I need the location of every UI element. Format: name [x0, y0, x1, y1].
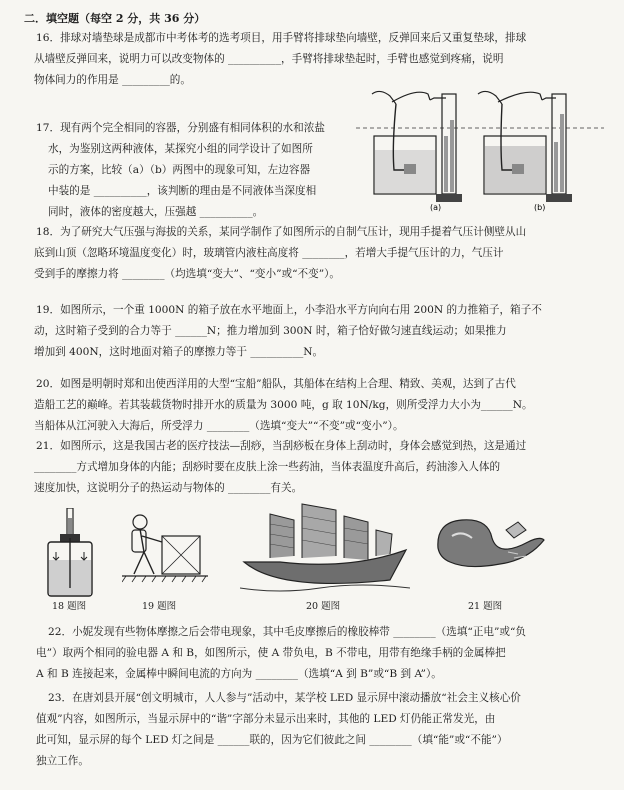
question-22 [36, 622, 527, 685]
probe-setup-a [372, 91, 462, 212]
question-20-line: 20．如图是明朝时郑和出使西洋用的大型“宝船”船队，其船体在结构上合理、精致、美观，达到了古代 [36, 378, 516, 390]
question-16 [36, 28, 526, 91]
question-19-line: 增加到 400N，这时地面对箱子的摩擦力等于 __________N。 [34, 346, 324, 358]
question-19-line: 19．如图所示，一个重 1000N 的箱子放在水平地面上，小李沿水平方向向右用 200N 的力推箱子，箱子不 [36, 304, 542, 316]
question-18-line: 底到山顶（忽略环境温度变化）时，玻璃管内液柱高度将 ________，若增大手提气压计的力，气压计 [34, 247, 504, 259]
question-18-line: 18．为了研究大气压强与海拔的关系，某同学制作了如图所示的自制气压计，现用手提着气压计侧壁从山 [36, 226, 527, 238]
caption-20: 20 题图 [306, 601, 341, 612]
question-17-line: 中装的是 __________，该判断的理由是不同液体当深度相 [48, 185, 317, 197]
gua-sha-figure [428, 508, 548, 588]
question-16-line: 物体间力的作用是 _________的。 [34, 74, 191, 86]
question-17-line: 水，为鉴别这两种液体，某探究小组的同学设计了如图所 [48, 143, 313, 155]
pressure-probe-figure [356, 86, 604, 212]
question-19-line: 动，这时箱子受到的合力等于 ______N；推力增加到 300N 时，箱子恰好做匀速直线运动；如果推力 [34, 325, 507, 337]
question-17 [36, 118, 325, 223]
question-16-line: 16．排球对墙垫球是成都市中考体考的选考项目，用手臂将排球垫向墙壁，反弹回来后又重复垫球，排球 [36, 32, 527, 44]
question-21 [36, 436, 526, 499]
question-21-line: 21．如图所示，这是我国古老的医疗技法—刮痧，当刮痧板在身体上刮动时，身体会感觉到热，这是通过 [36, 440, 527, 452]
caption-18: 18 题图 [52, 601, 87, 612]
question-16-line: 从墙壁反弹回来，说明力可以改变物体的 __________，手臂将排球垫起时，手臂也感觉到疼痛，说明 [34, 53, 504, 65]
question-21-line: 速度加快，这说明分子的热运动与物体的 ________有关。 [34, 482, 303, 494]
section-title: 二．填空题（每空 2 分，共 36 分） [24, 12, 206, 25]
question-23-line: 独立工作。 [36, 755, 89, 767]
question-21-line: ________方式增加身体的内能；刮痧时要在皮肤上涂一些药油，当体表温度升高后，药油渗入人体的 [34, 461, 501, 473]
question-19 [36, 300, 542, 363]
question-23-line: 此可知，显示屏的每个 LED 灯之间是 ______联的，因为它们彼此之间 ________（填“能”或“不能”） [36, 734, 508, 746]
question-23-line: 值观”内容，如图所示，当显示屏中的“谐”字部分未显示出来时，其他的 LED 灯仍能正常发光，由 [36, 713, 496, 725]
barometer-figure [40, 508, 100, 598]
question-17-line: 同时，液体的密度越大，压强越 __________。 [48, 206, 264, 218]
question-17-line: 17．现有两个完全相同的容器，分别盛有相同体积的水和浓盐 [36, 122, 325, 134]
question-18 [36, 222, 526, 285]
figure-label-a: (a) [430, 203, 442, 212]
question-23-line: 23．在唐刘县开展“创文明城市，人人参与”活动中，某学校 LED 显示屏中滚动播放“社会主义核心价 [48, 692, 521, 704]
question-22-line: A 和 B 连接起来，金属棒中瞬间电流的方向为 ________（选填“A 到 B”或“B 到 A”）。 [36, 668, 442, 680]
question-20-line: 当船体从江河驶入大海后，所受浮力 ________（选填“变大”“不变”或“变小”）。 [34, 420, 404, 432]
question-22-line: 电”）取两个相同的验电器 A 和 B，如图所示，使 A 带负电，B 不带电，用带有绝缘手柄的金属棒把 [36, 647, 506, 659]
question-17-line: 示的方案，比较（a）（b）两图中的现象可知，左边容器 [48, 164, 311, 176]
probe-setup-b [478, 91, 572, 212]
box-push-figure [122, 512, 208, 592]
question-20-line: 造船工艺的巅峰。若其装载货物时排开水的质量为 3000 吨，g 取 10N/kg，则所受浮力大小为______N。 [34, 399, 533, 411]
figure-label-b: (b) [534, 203, 546, 212]
question-18-line: 受到手的摩擦力将 ________（均选填“变大”、“变小”或“不变”）。 [34, 268, 340, 280]
treasure-ship-figure [240, 500, 410, 596]
caption-19: 19 题图 [142, 601, 177, 612]
question-20 [36, 374, 533, 437]
question-23 [36, 688, 521, 772]
caption-21: 21 题图 [468, 601, 503, 612]
question-22-line: 22．小妮发现有些物体摩擦之后会带电现象，其中毛皮摩擦后的橡胶棒带 ________（选填“正电”或“负 [48, 626, 527, 638]
